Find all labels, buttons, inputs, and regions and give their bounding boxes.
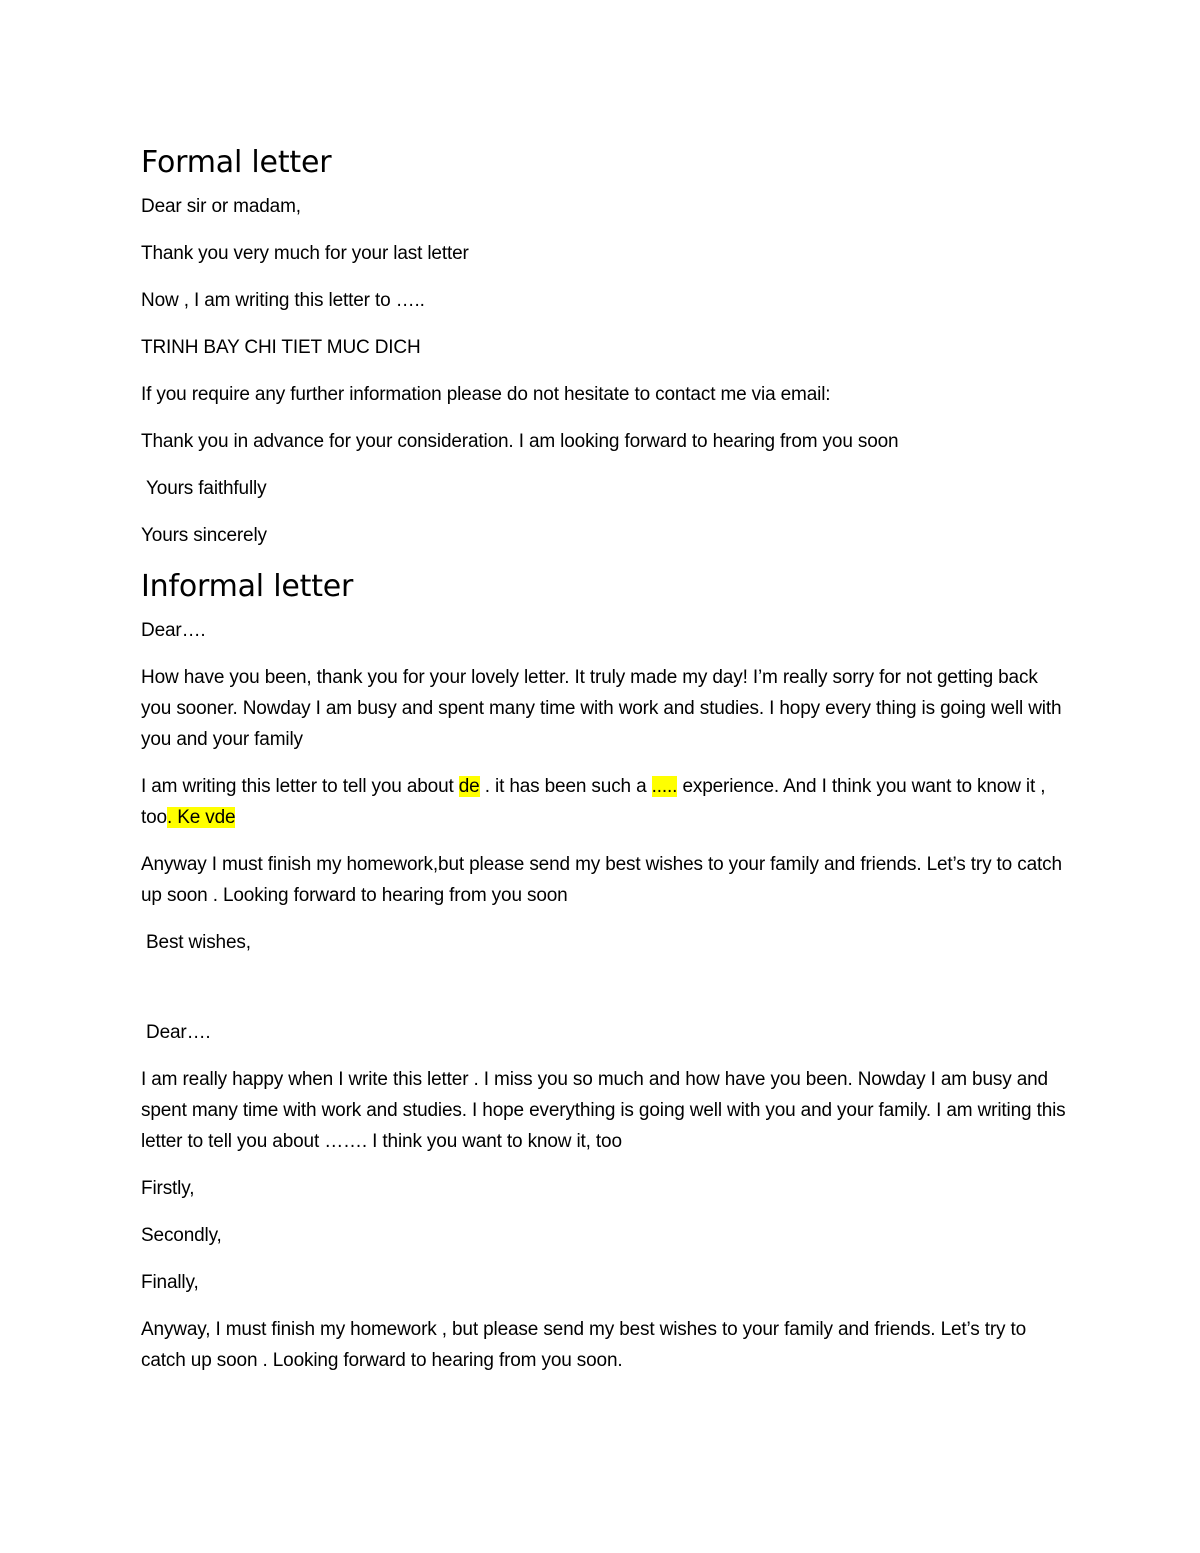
informal2-firstly: Firstly, — [141, 1178, 195, 1199]
informal-greeting: Dear…. — [141, 620, 206, 641]
formal-details: TRINH BAY CHI TIET MUC DICH — [141, 337, 421, 358]
formal-closing-sentence: Thank you in advance for your consideration. I am looking forward to hearing from you soon — [141, 431, 899, 452]
informal-paragraph-3: Anyway I must finish my homework,but please send my best wishes to your family and friends. Let’s try to catch up soon . Looking forward to hearing from you soon — [141, 854, 1062, 906]
informal2-paragraph-1: I am really happy when I write this letter . I miss you so much and how have you been. Nowday I am busy and spent many time with work and studies. I hope everything is going well with you and your family. I am writing this letter to tell you about ……. I think you want to know it, too — [141, 1069, 1066, 1152]
informal2-greeting: Dear…. — [146, 1022, 211, 1043]
formal-signoff-faithfully: Yours faithfully — [146, 478, 267, 499]
informal2-finally: Finally, — [141, 1272, 199, 1293]
formal-letter-heading: Formal letter — [141, 145, 332, 180]
informal-paragraph-2-text-3: experience. And I think you want to know it , too — [141, 776, 1046, 828]
document-body — [141, 143, 1071, 1392]
formal-thanks: Thank you very much for your last letter — [141, 243, 469, 264]
formal-contact: If you require any further information please do not hesitate to contact me via email: — [141, 384, 831, 405]
informal-closing: Best wishes, — [146, 932, 251, 953]
informal-paragraph-2-text-1: I am writing this letter to tell you about — [141, 776, 459, 797]
formal-signoff-sincerely: Yours sincerely — [141, 525, 267, 546]
blank-line — [141, 974, 1071, 1017]
informal-paragraph-2-text-2: . it has been such a — [479, 776, 652, 797]
highlight-story: . Ke vde — [166, 807, 236, 828]
highlight-topic: de — [458, 776, 480, 797]
informal-paragraph-2 — [141, 771, 1071, 833]
formal-purpose: Now , I am writing this letter to ….. — [141, 290, 425, 311]
informal2-paragraph-2: Anyway, I must finish my homework , but please send my best wishes to your family and friends. Let’s try to catch up soon . Looking forward to hearing from you soon. — [141, 1319, 1027, 1371]
informal2-secondly: Secondly, — [141, 1225, 222, 1246]
informal-letter-heading: Informal letter — [141, 569, 354, 604]
formal-greeting: Dear sir or madam, — [141, 196, 301, 217]
informal-paragraph-1: How have you been, thank you for your lovely letter. It truly made my day! I’m really sorry for not getting back you sooner. Nowday I am busy and spent many time with work and studies. I hopy every thing is going well with you and your family — [141, 667, 1062, 750]
highlight-adjective: ..... — [651, 776, 678, 797]
